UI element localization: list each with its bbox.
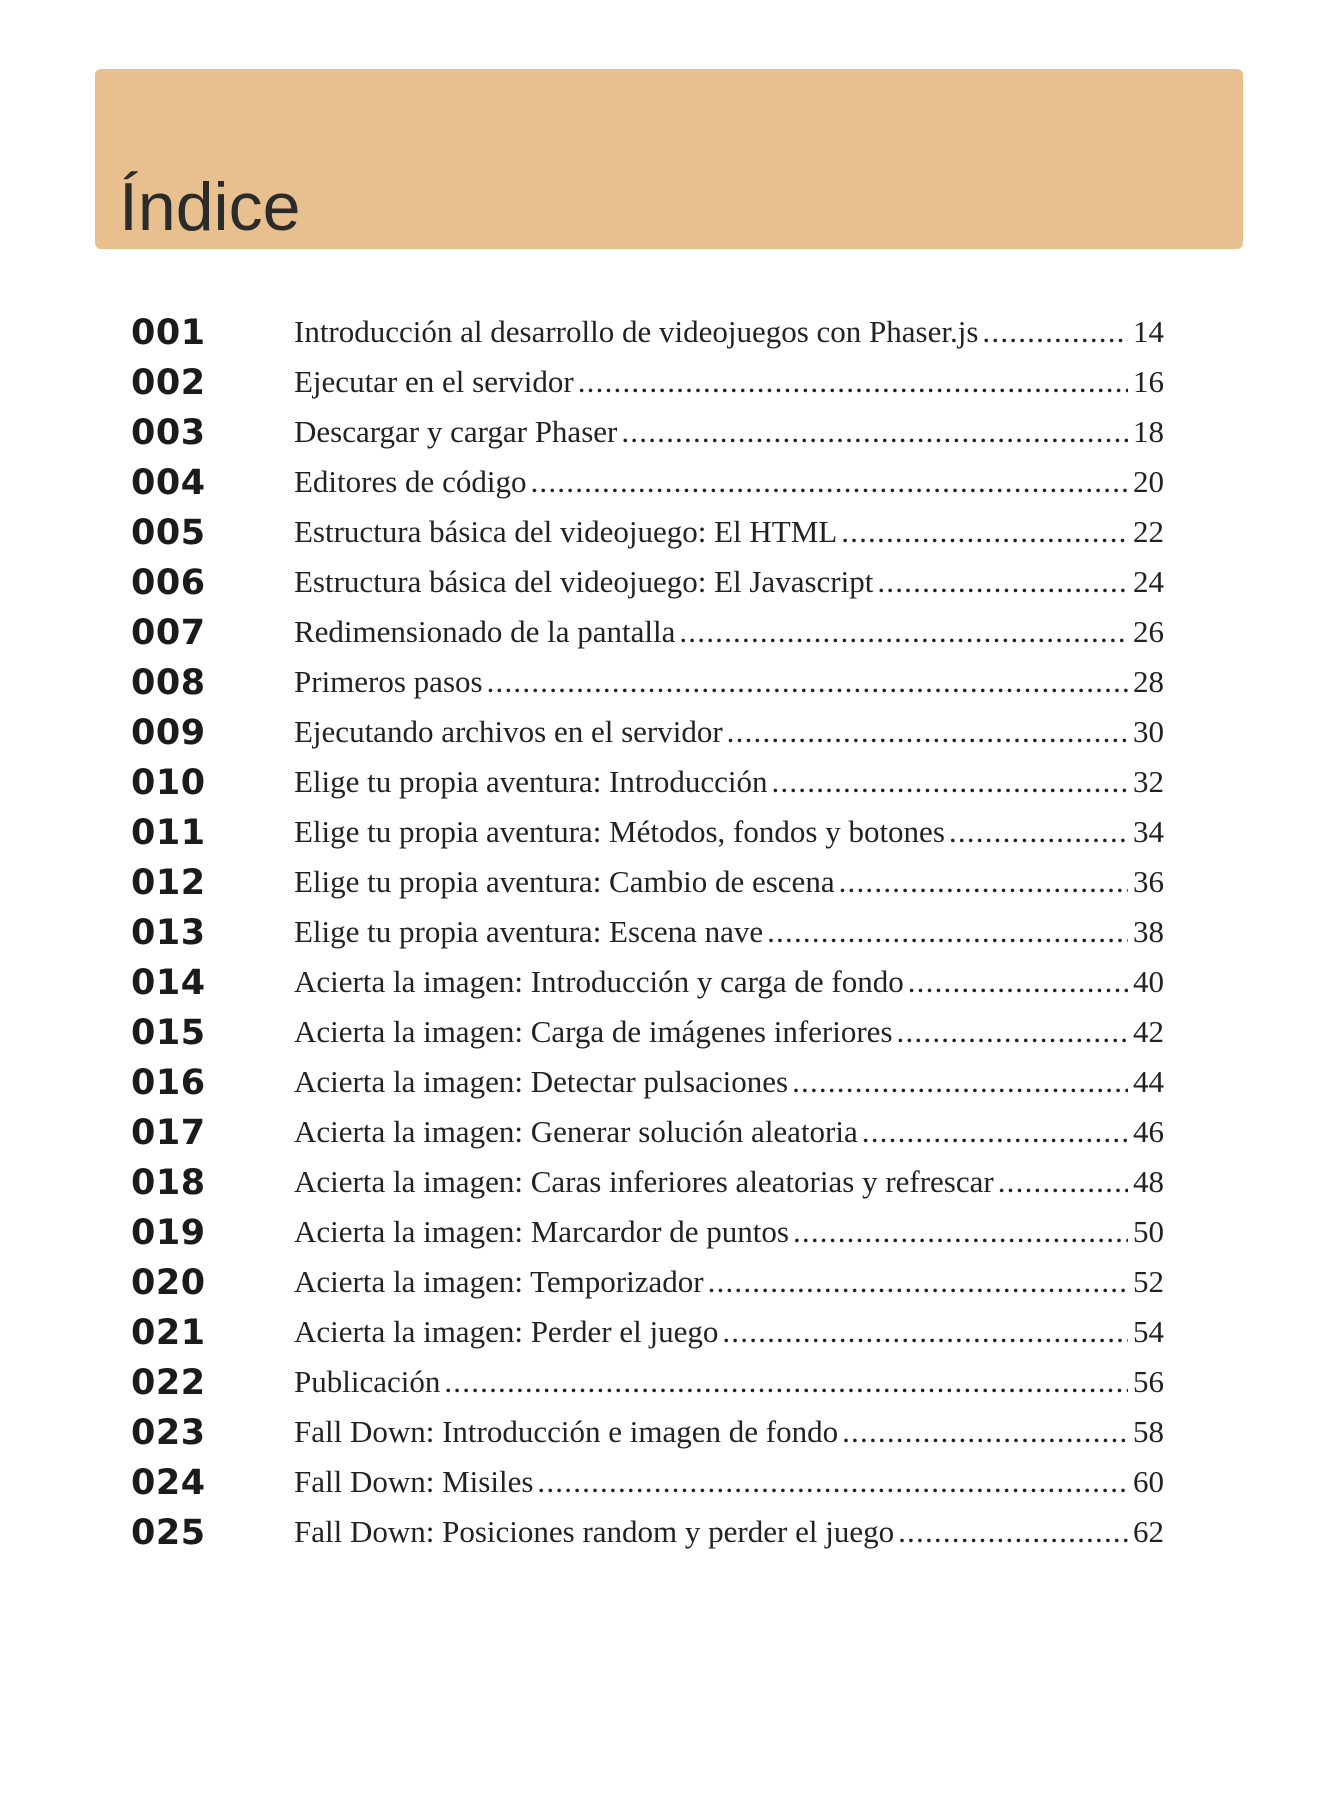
toc-entry-title: Acierta la imagen: Introducción y carga de fondo bbox=[294, 964, 904, 999]
toc-dot-leader bbox=[487, 664, 1128, 700]
toc-entry-001[interactable] bbox=[0, 310, 1339, 360]
toc-entry-014[interactable] bbox=[0, 960, 1339, 1010]
toc-entry-line bbox=[294, 1414, 1164, 1450]
toc-entry-page: 30 bbox=[1133, 714, 1164, 749]
toc-entry-024[interactable] bbox=[0, 1460, 1339, 1510]
toc-entry-page: 40 bbox=[1133, 964, 1164, 999]
toc-entry-021[interactable] bbox=[0, 1310, 1339, 1360]
table-of-contents bbox=[0, 310, 1339, 1560]
toc-entry-line bbox=[294, 1014, 1164, 1050]
toc-entry-page: 56 bbox=[1133, 1364, 1164, 1399]
toc-entry-page: 32 bbox=[1133, 764, 1164, 799]
toc-entry-number: 011 bbox=[131, 813, 206, 853]
toc-dot-leader bbox=[578, 364, 1128, 400]
toc-dot-leader bbox=[722, 1314, 1128, 1350]
toc-dot-leader bbox=[767, 914, 1128, 950]
toc-entry-title: Fall Down: Posiciones random y perder el juego bbox=[294, 1514, 895, 1549]
toc-entry-line bbox=[294, 914, 1164, 950]
toc-entry-title: Fall Down: Misiles bbox=[294, 1464, 534, 1499]
toc-entry-002[interactable] bbox=[0, 360, 1339, 410]
toc-entry-title: Publicación bbox=[294, 1364, 441, 1399]
toc-entry-012[interactable] bbox=[0, 860, 1339, 910]
toc-entry-009[interactable] bbox=[0, 710, 1339, 760]
toc-dot-leader bbox=[444, 1364, 1128, 1400]
toc-entry-page: 44 bbox=[1133, 1064, 1164, 1099]
toc-entry-line bbox=[294, 414, 1164, 450]
toc-dot-leader bbox=[897, 1014, 1128, 1050]
toc-entry-number: 020 bbox=[131, 1263, 206, 1303]
toc-entry-number: 009 bbox=[131, 713, 206, 753]
toc-entry-number: 017 bbox=[131, 1113, 206, 1153]
toc-dot-leader bbox=[898, 1514, 1128, 1550]
page-title: Índice bbox=[119, 169, 301, 245]
toc-dot-leader bbox=[908, 964, 1128, 1000]
toc-entry-page: 34 bbox=[1133, 814, 1164, 849]
toc-entry-page: 14 bbox=[1133, 314, 1164, 349]
toc-entry-number: 007 bbox=[131, 613, 206, 653]
toc-dot-leader bbox=[708, 1264, 1128, 1300]
toc-entry-number: 001 bbox=[131, 313, 206, 353]
toc-entry-title: Introducción al desarrollo de videojuegos con Phaser.js bbox=[294, 314, 979, 349]
toc-entry-006[interactable] bbox=[0, 560, 1339, 610]
toc-dot-leader bbox=[842, 1414, 1128, 1450]
toc-entry-number: 018 bbox=[131, 1163, 206, 1203]
toc-entry-line bbox=[294, 314, 1164, 350]
toc-entry-number: 008 bbox=[131, 663, 206, 703]
toc-dot-leader bbox=[727, 714, 1128, 750]
toc-entry-line bbox=[294, 564, 1164, 600]
toc-entry-title: Acierta la imagen: Marcardor de puntos bbox=[294, 1214, 789, 1249]
toc-entry-number: 019 bbox=[131, 1213, 206, 1253]
toc-dot-leader bbox=[621, 414, 1128, 450]
toc-entry-number: 012 bbox=[131, 863, 206, 903]
toc-entry-title: Primeros pasos bbox=[294, 664, 483, 699]
toc-dot-leader bbox=[862, 1114, 1128, 1150]
toc-entry-line bbox=[294, 1214, 1164, 1250]
toc-entry-number: 013 bbox=[131, 913, 206, 953]
toc-entry-title: Acierta la imagen: Temporizador bbox=[294, 1264, 704, 1299]
toc-entry-page: 58 bbox=[1133, 1414, 1164, 1449]
toc-entry-025[interactable] bbox=[0, 1510, 1339, 1560]
toc-entry-line bbox=[294, 1064, 1164, 1100]
toc-entry-line bbox=[294, 1264, 1164, 1300]
toc-entry-number: 021 bbox=[131, 1313, 206, 1353]
toc-entry-number: 016 bbox=[131, 1063, 206, 1103]
toc-dot-leader bbox=[530, 464, 1128, 500]
toc-dot-leader bbox=[982, 314, 1128, 350]
toc-entry-page: 22 bbox=[1133, 514, 1164, 549]
toc-entry-title: Elige tu propia aventura: Métodos, fondos y botones bbox=[294, 814, 945, 849]
toc-entry-title: Ejecutando archivos en el servidor bbox=[294, 714, 723, 749]
toc-entry-page: 48 bbox=[1133, 1164, 1164, 1199]
toc-entry-008[interactable] bbox=[0, 660, 1339, 710]
toc-entry-number: 025 bbox=[131, 1513, 206, 1553]
toc-entry-page: 28 bbox=[1133, 664, 1164, 699]
toc-entry-010[interactable] bbox=[0, 760, 1339, 810]
toc-entry-020[interactable] bbox=[0, 1260, 1339, 1310]
toc-entry-page: 62 bbox=[1133, 1514, 1164, 1549]
toc-entry-016[interactable] bbox=[0, 1060, 1339, 1110]
toc-entry-title: Estructura básica del videojuego: El HTML bbox=[294, 514, 838, 549]
toc-entry-007[interactable] bbox=[0, 610, 1339, 660]
toc-dot-leader bbox=[771, 764, 1128, 800]
toc-entry-number: 004 bbox=[131, 463, 206, 503]
toc-dot-leader bbox=[998, 1164, 1128, 1200]
toc-entry-011[interactable] bbox=[0, 810, 1339, 860]
toc-entry-013[interactable] bbox=[0, 910, 1339, 960]
toc-entry-page: 24 bbox=[1133, 564, 1164, 599]
toc-entry-line bbox=[294, 1164, 1164, 1200]
toc-entry-line bbox=[294, 964, 1164, 1000]
toc-entry-title: Descargar y cargar Phaser bbox=[294, 414, 618, 449]
toc-entry-line bbox=[294, 1114, 1164, 1150]
toc-dot-leader bbox=[877, 564, 1128, 600]
toc-entry-title: Acierta la imagen: Detectar pulsaciones bbox=[294, 1064, 789, 1099]
toc-entry-title: Elige tu propia aventura: Escena nave bbox=[294, 914, 764, 949]
toc-entry-title: Ejecutar en el servidor bbox=[294, 364, 574, 399]
toc-entry-page: 18 bbox=[1133, 414, 1164, 449]
toc-entry-page: 52 bbox=[1133, 1264, 1164, 1299]
toc-entry-line bbox=[294, 664, 1164, 700]
toc-entry-022[interactable] bbox=[0, 1360, 1339, 1410]
toc-entry-023[interactable] bbox=[0, 1410, 1339, 1460]
toc-entry-title: Acierta la imagen: Carga de imágenes inferiores bbox=[294, 1014, 893, 1049]
toc-entry-number: 006 bbox=[131, 563, 206, 603]
toc-entry-page: 38 bbox=[1133, 914, 1164, 949]
toc-entry-line bbox=[294, 764, 1164, 800]
toc-entry-number: 003 bbox=[131, 413, 206, 453]
toc-entry-page: 42 bbox=[1133, 1014, 1164, 1049]
toc-entry-018[interactable] bbox=[0, 1160, 1339, 1210]
toc-entry-title: Redimensionado de la pantalla bbox=[294, 614, 676, 649]
toc-dot-leader bbox=[793, 1214, 1128, 1250]
toc-entry-line bbox=[294, 1364, 1164, 1400]
toc-entry-019[interactable] bbox=[0, 1210, 1339, 1260]
toc-entry-number: 005 bbox=[131, 513, 206, 553]
toc-entry-title: Fall Down: Introducción e imagen de fondo bbox=[294, 1414, 839, 1449]
index-header-band bbox=[95, 69, 1243, 249]
toc-entry-number: 022 bbox=[131, 1363, 206, 1403]
toc-dot-leader bbox=[792, 1064, 1128, 1100]
toc-entry-003[interactable] bbox=[0, 410, 1339, 460]
toc-entry-number: 014 bbox=[131, 963, 206, 1003]
toc-entry-line bbox=[294, 1514, 1164, 1550]
toc-entry-title: Acierta la imagen: Generar solución aleatoria bbox=[294, 1114, 858, 1149]
toc-entry-page: 20 bbox=[1133, 464, 1164, 499]
toc-entry-line bbox=[294, 714, 1164, 750]
toc-dot-leader bbox=[839, 864, 1128, 900]
toc-entry-title: Acierta la imagen: Caras inferiores aleatorias y refrescar bbox=[294, 1164, 994, 1199]
toc-entry-number: 010 bbox=[131, 763, 206, 803]
toc-entry-line bbox=[294, 1314, 1164, 1350]
toc-entry-line bbox=[294, 1464, 1164, 1500]
toc-entry-line bbox=[294, 864, 1164, 900]
toc-entry-015[interactable] bbox=[0, 1010, 1339, 1060]
toc-entry-number: 002 bbox=[131, 363, 206, 403]
toc-entry-title: Estructura básica del videojuego: El Javascript bbox=[294, 564, 874, 599]
toc-entry-title: Elige tu propia aventura: Cambio de escena bbox=[294, 864, 835, 899]
toc-entry-page: 16 bbox=[1133, 364, 1164, 399]
toc-entry-page: 54 bbox=[1133, 1314, 1164, 1349]
toc-entry-line bbox=[294, 514, 1164, 550]
toc-entry-number: 023 bbox=[131, 1413, 206, 1453]
toc-entry-number: 015 bbox=[131, 1013, 206, 1053]
toc-entry-line bbox=[294, 364, 1164, 400]
toc-entry-line bbox=[294, 614, 1164, 650]
toc-dot-leader bbox=[537, 1464, 1128, 1500]
toc-entry-004[interactable] bbox=[0, 460, 1339, 510]
toc-entry-title: Elige tu propia aventura: Introducción bbox=[294, 764, 768, 799]
toc-dot-leader bbox=[949, 814, 1128, 850]
toc-entry-title: Acierta la imagen: Perder el juego bbox=[294, 1314, 719, 1349]
toc-entry-line bbox=[294, 464, 1164, 500]
toc-dot-leader bbox=[841, 514, 1128, 550]
toc-entry-017[interactable] bbox=[0, 1110, 1339, 1160]
toc-entry-title: Editores de código bbox=[294, 464, 527, 499]
toc-entry-page: 60 bbox=[1133, 1464, 1164, 1499]
toc-entry-005[interactable] bbox=[0, 510, 1339, 560]
toc-entry-page: 46 bbox=[1133, 1114, 1164, 1149]
toc-entry-page: 50 bbox=[1133, 1214, 1164, 1249]
toc-entry-page: 26 bbox=[1133, 614, 1164, 649]
toc-entry-line bbox=[294, 814, 1164, 850]
toc-dot-leader bbox=[679, 614, 1128, 650]
toc-entry-number: 024 bbox=[131, 1463, 206, 1503]
toc-entry-page: 36 bbox=[1133, 864, 1164, 899]
